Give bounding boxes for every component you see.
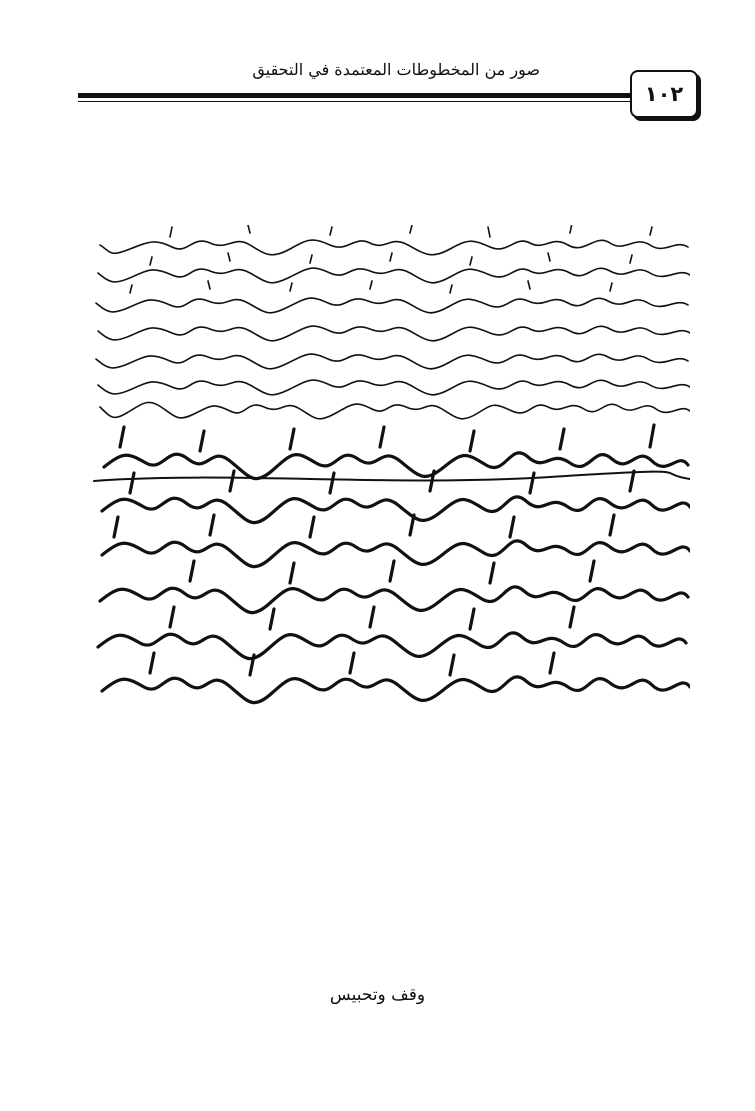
image-caption: وقف وتحبيس (329, 985, 426, 1005)
header-rule-thin (78, 101, 638, 102)
header-rule-thick (78, 93, 638, 98)
page-number-badge (630, 70, 698, 118)
page-number: ١٠٢ (644, 82, 684, 106)
manuscript-handwriting-icon (90, 225, 690, 735)
manuscript-image (90, 225, 690, 735)
page-header (0, 0, 755, 130)
running-title: صور من المخطوطات المعتمدة في التحقيق (252, 60, 540, 79)
